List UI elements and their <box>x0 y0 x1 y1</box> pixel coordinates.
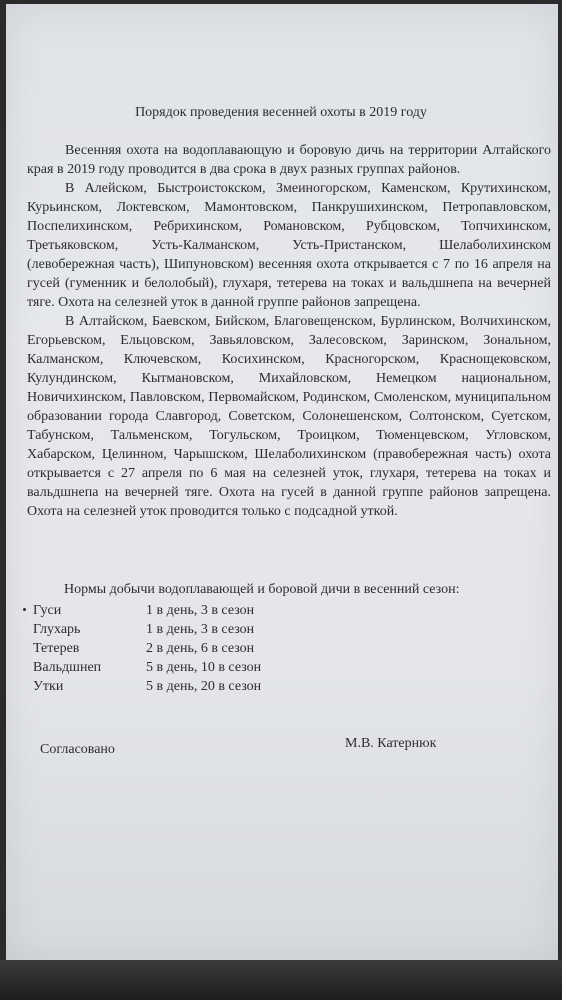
paragraph-second-group: В Алтайском, Баевском, Бийском, Благовещенском, Бурлинском, Волчихинском, Егорьевском, Ельцовском, Завьяловском, Залесовском, Заринском, Зональном, Калманском, Ключевском, Косихинском, Красногорском, Краснощековском, Кулундинском, Кытмановском, Михайловском, Немецком национальном, Новичихинском, Павловском, Первомайском, Родинском, Смоленском, муниципальном образовании города Славгород, Советском, Солонешенском, Солтонском, Суетском, Табунском, Тальменском, Тогульском, Троицком, Тюменцевском, Угловском, Хабарском, Целинном, Чарышском, Шелаболихинском (правобережная часть) охота открывается с 27 апреля по 6 мая на селезней уток, глухаря, тетерева на токах и вальдшнепа на вечерней тяге. Охота на гусей в данной группе районов запрещена. Охота на селезней уток проводится только с подсадной уткой. <box>27 314 551 519</box>
norm-limit: 1 в день, 3 в сезон <box>146 622 255 637</box>
norm-row-woodcock <box>33 658 261 677</box>
norm-animal: Гуси <box>33 603 62 618</box>
norm-animal: Тетерев <box>33 641 80 656</box>
norm-limit: 2 в день, 6 в сезон <box>146 641 255 656</box>
norms-heading: Нормы добычи водоплавающей и боровой дичи в весенний сезон: <box>64 582 460 597</box>
norm-limit: 5 в день, 10 в сезон <box>146 660 262 675</box>
document-title: Порядок проведения весенней охоты в 2019 году <box>135 105 427 120</box>
norm-animal: Глухарь <box>33 622 81 637</box>
bullet-dot <box>23 608 26 611</box>
background-shadow <box>0 960 562 1000</box>
norm-animal: Утки <box>33 679 64 694</box>
norm-row-black-grouse <box>33 639 261 658</box>
document-body <box>27 141 551 521</box>
paragraph-intro: Весенняя охота на водоплавающую и боровую дичь на территории Алтайского края в 2019 году проводится в два срока в двух разных группах районов. <box>27 143 551 177</box>
norm-row-capercaillie <box>33 620 261 639</box>
norm-row-ducks <box>33 677 261 696</box>
norm-animal: Вальдшнеп <box>33 660 102 675</box>
signer-name: М.В. Катернюк <box>345 736 437 751</box>
agreed-label: Согласовано <box>40 742 115 757</box>
paragraph-first-group: В Алейском, Быстроистокском, Змеиногорском, Каменском, Крутихинском, Курьинском, Локтевском, Мамонтовском, Панкрушихинском, Петропавловском, Поспелихинском, Ребрихинском, Романовском, Рубцовском, Топчихинском, Третьяковском, Усть-Калманском, Усть-Пристанском, Шелаболихинском (левобережная часть), Шипуновском) весенняя охота открывается с 7 по 16 апреля на гусей (гуменник и белолобый), глухаря, тетерева на токах и вальдшнепа на вечерней тяге. Охота на селезней уток в данной группе районов запрещена. <box>27 181 551 310</box>
norm-row-geese <box>33 601 261 620</box>
norm-limit: 1 в день, 3 в сезон <box>146 603 255 618</box>
norms-table <box>33 601 261 696</box>
norm-limit: 5 в день, 20 в сезон <box>146 679 262 694</box>
